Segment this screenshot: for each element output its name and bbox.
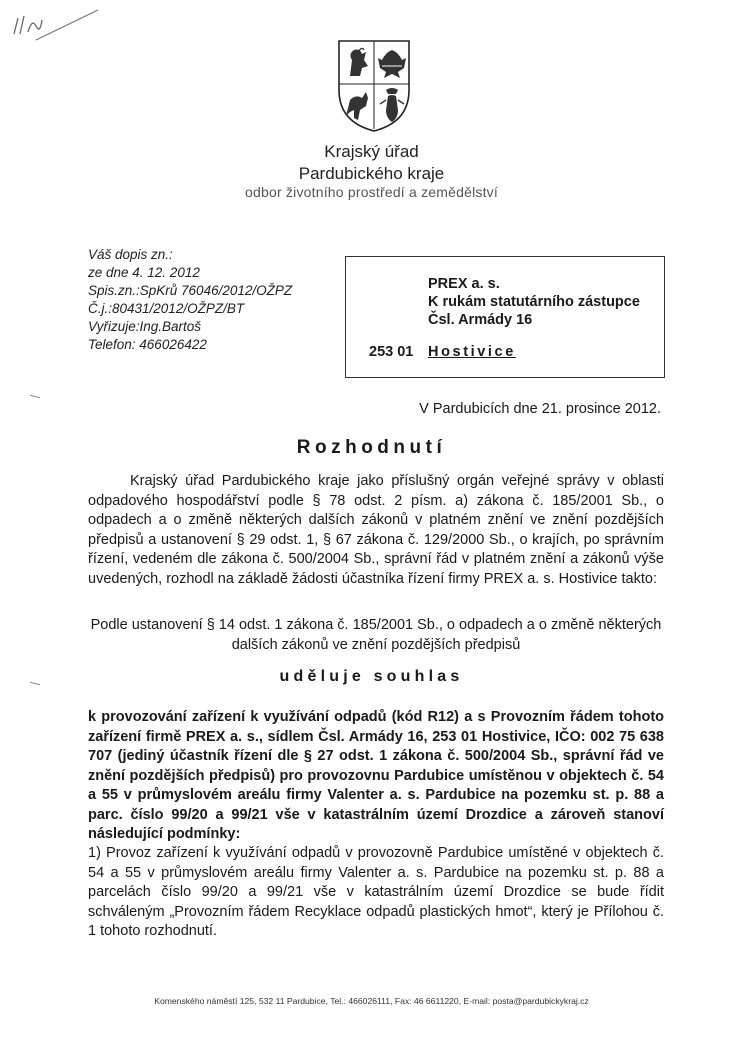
law-reference: Podle ustanovení § 14 odst. 1 zákona č. 185/2001 Sb., o odpadech a o změně některých dalších zákonů ve znění pozdějších předpisů — [90, 617, 662, 653]
authority-name-line1: Krajský úřad — [324, 142, 419, 161]
authority-name-line2: Pardubického kraje — [298, 164, 445, 183]
authority-department: odbor životního prostředí a zemědělství — [245, 184, 498, 200]
date-line: V Pardubicích dne 21. prosince 2012. — [419, 401, 661, 417]
decision-paragraph: k provozování zařízení k využívání odpadů (kód R12) a s Provozním řádem tohoto zařízení firmě PREX a. s., sídlem Čsl. Armády 16, 253 01 Hostivice, IČO: 002 75 638 707 (jediný účastník řízení dle § 27 odst. 1 zákona č. 500/2004 Sb., správní řád ve znění pozdějších předpisů) pro provozovnu Pardubice umístěnou v objektech č. 54 a 55 v průmyslovém areálu firmy Valenter a. s. Pardubice na pozemku st. p. 88 a parc. číslo 99/20 a 99/21 vše v katastrálním území Drozdice a zároveň stanoví následující podmínky: — [88, 709, 664, 842]
footer-contact: Komenského náměstí 125, 532 11 Pardubice, Tel.: 466026111, Fax: 46 6611220, E-mail: posta@pardubickykraj.cz — [154, 996, 589, 1006]
reference-line: ze dne 4. 12. 2012 — [88, 265, 200, 280]
intro-paragraph-text: Krajský úřad Pardubického kraje jako příslušný orgán veřejné správy v oblasti odpadového hospodářství podle § 78 odst. 2 písm. a) zákona č. 185/2001 Sb., o odpadech a o změně některých dalších zákonů v platném znění ve znění pozdějších předpisů a ustanovení § 29 odst. 1, § 67 zákona č. 129/2000 Sb., o krajích, po správním řízení, vedeném dle zákona č. 500/2004 Sb., správní řád v platném znění a zákonů výše uvedených, rozhodl na základě žádosti účastníka řízení firmy PREX a. s. Hostivice takto: — [88, 473, 664, 587]
reference-line: Vyřizuje:Ing.Bartoš — [88, 319, 202, 334]
recipient-address — [428, 275, 640, 329]
reference-line: Váš dopis zn.: — [88, 247, 173, 262]
reference-block — [88, 246, 292, 354]
reference-line: Telefon: 466026422 — [88, 337, 207, 352]
document-title: Rozhodnutí — [296, 437, 447, 458]
coat-of-arms-emblem — [336, 38, 412, 134]
recipient-street: Čsl. Armády 16 — [428, 312, 533, 328]
reference-line: Č.j.:80431/2012/OŽPZ/BT — [88, 301, 245, 316]
scan-mark — [30, 395, 40, 399]
recipient-zip: 253 01 — [369, 344, 414, 360]
intro-paragraph — [88, 472, 664, 589]
recipient-city: Hostivice — [428, 344, 516, 360]
handwritten-mark — [6, 4, 106, 44]
reference-line: Spis.zn.:SpKrů 76046/2012/OŽPZ — [88, 283, 293, 298]
recipient-attention: K rukám statutárního zástupce — [428, 294, 640, 310]
condition-1: 1) Provoz zařízení k využívání odpadů v provozovně Pardubice umístěné v objektech č. 54 a 55 v průmyslovém areálu firmy Valenter a. s. Pardubice na pozemku st. p. 88 a parcelách číslo 99/20 a 99/21 vše v katastrálním území Drozdice se bude řídit schváleným „Provozním řádem Recyklace odpadů plastických hmot“, který je Přílohou č. 1 tohoto rozhodnutí. — [88, 845, 664, 939]
recipient-company: PREX a. s. — [428, 276, 500, 292]
consent-heading: uděluje souhlas — [279, 668, 464, 685]
